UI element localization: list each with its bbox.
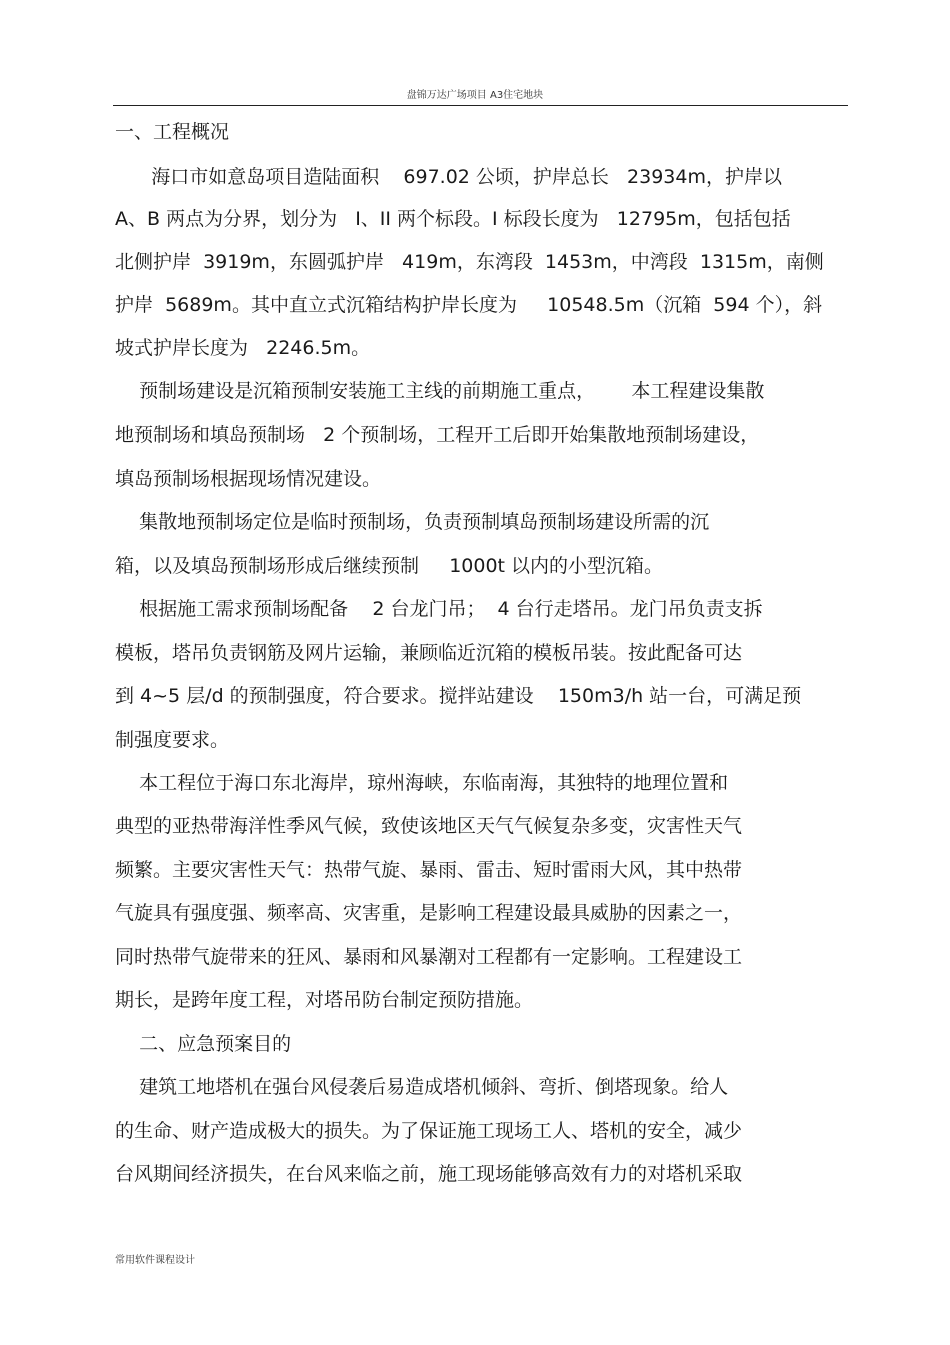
paragraph-line: 典型的亚热带海洋性季风气候，致使该地区天气气候复杂多变，灾害性天气 bbox=[115, 815, 743, 837]
page-footer: 常用软件课程设计 bbox=[115, 1255, 195, 1266]
paragraph-line: 期长，是跨年度工程，对塔吊防台制定预防措施。 bbox=[115, 989, 534, 1011]
paragraph-line: 同时热带气旋带来的狂风、暴雨和风暴潮对工程都有一定影响。工程建设工 bbox=[115, 946, 743, 968]
paragraph-line: 坡式护岸长度为 2246.5m。 bbox=[115, 337, 371, 359]
paragraph-line: 建筑工地塔机在强台风侵袭后易造成塔机倾斜、弯折、倒塔现象。给人 bbox=[115, 1076, 729, 1098]
paragraph-line: 台风期间经济损失，在台风来临之前，施工现场能够高效有力的对塔机采取 bbox=[115, 1163, 743, 1185]
paragraph-line: 的生命、财产造成极大的损失。为了保证施工现场工人、塔机的安全，减少 bbox=[115, 1120, 743, 1142]
paragraph-line: 地预制场和填岛预制场 2 个预制场，工程开工后即开始集散地预制场建设， bbox=[115, 424, 760, 446]
paragraph-line: 本工程位于海口东北海岸，琼州海峡，东临南海，其独特的地理位置和 bbox=[115, 772, 729, 794]
paragraph-line: 护岸 5689m。其中直立式沉箱结构护岸长度为 10548.5m（沉箱 594 个），斜 bbox=[115, 294, 823, 316]
paragraph-line: 制强度要求。 bbox=[115, 729, 230, 751]
section-heading-purpose: 二、应急预案目的 bbox=[115, 1033, 292, 1055]
paragraph-line: 频繁。主要灾害性天气：热带气旋、暴雨、雷击、短时雷雨大风，其中热带 bbox=[115, 859, 743, 881]
section-heading-overview: 一、工程概况 bbox=[115, 121, 230, 143]
page-header: 盘锦万达广场项目 A3住宅地块 bbox=[406, 90, 544, 101]
paragraph-line: 北侧护岸 3919m，东圆弧护岸 419m，东湾段 1453m，中湾段 1315m，南侧 bbox=[115, 251, 824, 273]
paragraph-line: 填岛预制场根据现场情况建设。 bbox=[115, 468, 382, 490]
paragraph-line: 海口市如意岛项目造陆面积 697.02 公顷，护岸总长 23934m，护岸以 bbox=[115, 166, 782, 188]
paragraph-line: 到 4~5 层/d 的预制强度，符合要求。搅拌站建设 150m3/h 站一台，可满足预 bbox=[115, 685, 802, 707]
paragraph-line: 气旋具有强度强、频率高、灾害重，是影响工程建设最具威胁的因素之一， bbox=[115, 902, 743, 924]
paragraph-line: 箱，以及填岛预制场形成后继续预制 1000t 以内的小型沉箱。 bbox=[115, 555, 664, 577]
paragraph-line: 模板，塔吊负责钢筋及网片运输，兼顾临近沉箱的模板吊装。按此配备可达 bbox=[115, 642, 743, 664]
paragraph-line: A、B 两点为分界，划分为 I、II 两个标段。I 标段长度为 12795m，包括包括 bbox=[115, 208, 791, 230]
header-divider bbox=[113, 105, 848, 106]
paragraph-line: 预制场建设是沉箱预制安装施工主线的前期施工重点， 本工程建设集散 bbox=[115, 380, 765, 402]
paragraph-line: 集散地预制场定位是临时预制场，负责预制填岛预制场建设所需的沉 bbox=[115, 511, 710, 533]
paragraph-line: 根据施工需求预制场配备 2 台龙门吊； 4 台行走塔吊。龙门吊负责支拆 bbox=[115, 598, 763, 620]
